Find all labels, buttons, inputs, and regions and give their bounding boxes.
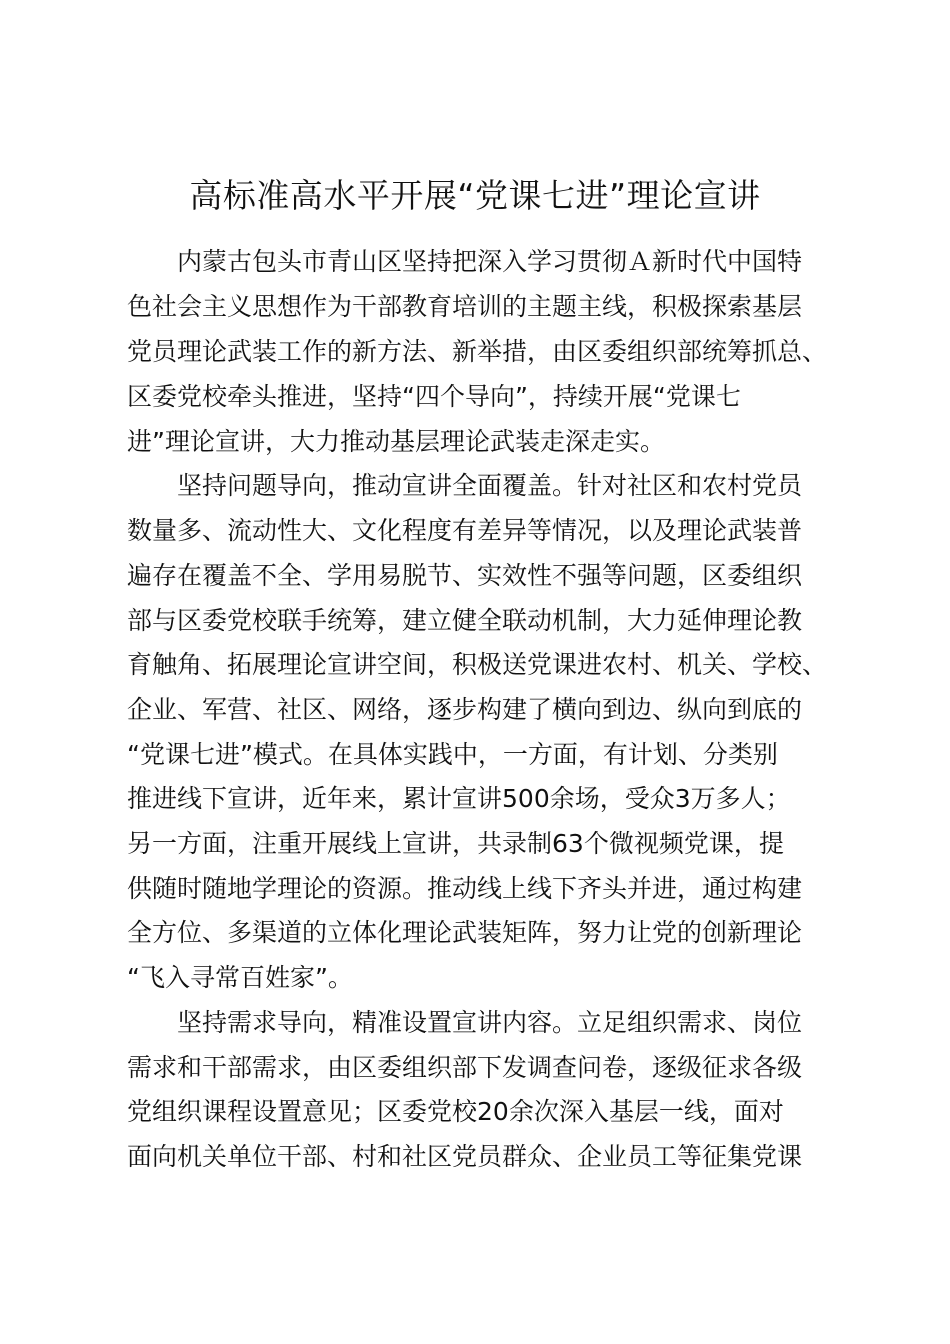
paragraph-line: 推进线下宣讲，近年来，累计宣讲500余场，受众3万多人；	[127, 784, 791, 813]
paragraph-line: 企业、军营、社区、网络，逐步构建了横向到边、纵向到底的	[127, 695, 803, 724]
paragraph-line: 进”理论宣讲，大力推动基层理论武装走深走实。	[127, 427, 665, 456]
paragraph-line: 区委党校牵头推进，坚持“四个导向”，持续开展“党课七	[127, 382, 741, 411]
document-title: 高标准高水平开展“党课七进”理论宣讲	[189, 176, 761, 215]
paragraph-line: 育触角、拓展理论宣讲空间，积极送党课进农村、机关、学校、	[127, 650, 828, 679]
paragraph-line: 需求和干部需求，由区委组织部下发调查问卷，逐级征求各级	[127, 1053, 803, 1082]
paragraph-line: 数量多、流动性大、文化程度有差异等情况，以及理论武装普	[127, 516, 803, 545]
paragraph-line: 党员理论武装工作的新方法、新举措，由区委组织部统筹抓总、	[127, 337, 828, 366]
paragraph-line: 全方位、多渠道的立体化理论武装矩阵，努力让党的创新理论	[127, 918, 803, 947]
paragraph-line: 坚持需求导向，精准设置宣讲内容。立足组织需求、岗位	[177, 1008, 803, 1037]
paragraph-line: “飞入寻常百姓家”。	[127, 963, 353, 992]
paragraph-line: 党组织课程设置意见；区委党校20余次深入基层一线，面对	[127, 1097, 784, 1126]
paragraph-line: 坚持问题导向，推动宣讲全面覆盖。针对社区和农村党员	[177, 471, 803, 500]
paragraph-line: “党课七进”模式。在具体实践中，一方面，有计划、分类别	[127, 740, 778, 769]
paragraph-line: 色社会主义思想作为干部教育培训的主题主线，积极探索基层	[127, 292, 803, 321]
paragraph-line: 部与区委党校联手统筹，建立健全联动机制，大力延伸理论教	[127, 606, 803, 635]
paragraph-line: 内蒙古包头市青山区坚持把深入学习贯彻Ａ新时代中国特	[177, 247, 803, 276]
paragraph-line: 遍存在覆盖不全、学用易脱节、实效性不强等问题，区委组织	[127, 561, 803, 590]
paragraph-line: 供随时随地学理论的资源。推动线上线下齐头并进，通过构建	[127, 874, 803, 903]
paragraph-line: 面向机关单位干部、村和社区党员群众、企业员工等征集党课	[127, 1142, 803, 1171]
paragraph-line: 另一方面，注重开展线上宣讲，共录制63个微视频党课，提	[127, 829, 784, 858]
